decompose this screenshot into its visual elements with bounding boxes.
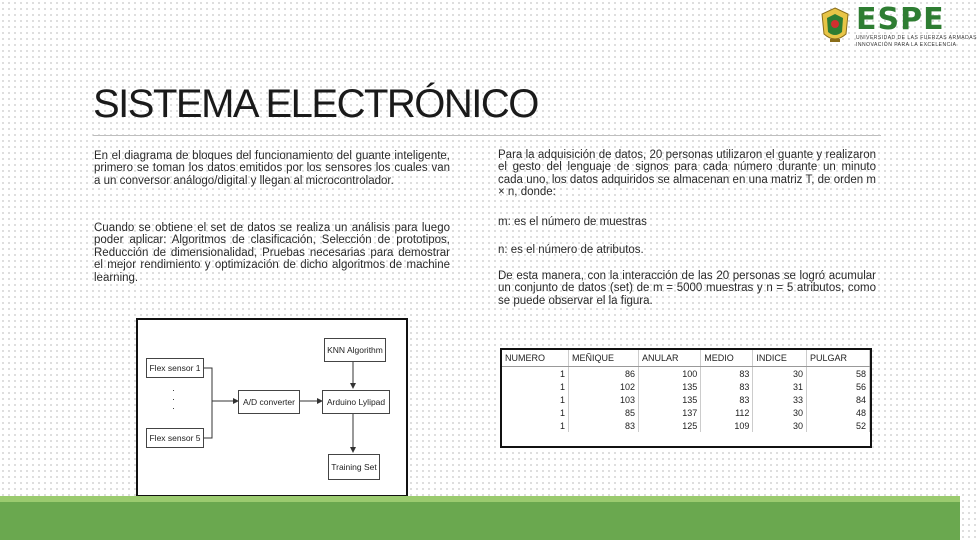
header-indice: INDICE	[753, 350, 807, 367]
table-row	[502, 380, 870, 393]
header-numero: NUMERO	[502, 350, 568, 367]
table-cell: 112	[701, 406, 753, 419]
training-set-block: Training Set	[328, 454, 380, 480]
table-cell: 137	[639, 406, 701, 419]
table-cell: 100	[639, 367, 701, 381]
table-cell: 135	[639, 393, 701, 406]
connector-flex1-adc	[202, 368, 238, 401]
logo-tagline-1: UNIVERSIDAD DE LAS FUERZAS ARMADAS	[856, 35, 977, 41]
table-cell: 85	[568, 406, 638, 419]
table-cell: 86	[568, 367, 638, 381]
table-cell: 30	[753, 406, 807, 419]
header-medio: MEDIO	[701, 350, 753, 367]
table-row	[502, 393, 870, 406]
table-header-row	[502, 350, 870, 367]
university-seal-icon	[818, 6, 852, 46]
table-row	[502, 406, 870, 419]
table-cell: 102	[568, 380, 638, 393]
flex-sensor-5-block: Flex sensor 5	[146, 428, 204, 448]
title-divider	[93, 135, 881, 136]
table-cell: 58	[807, 367, 870, 381]
block-diagram	[136, 318, 408, 497]
table-cell: 1	[502, 419, 568, 432]
footer-bar	[0, 496, 960, 540]
knn-algorithm-block: KNN Algorithm	[324, 338, 386, 362]
table-cell: 30	[753, 367, 807, 381]
espe-logo	[818, 2, 977, 48]
table-cell: 84	[807, 393, 870, 406]
header-menique: MEÑIQUE	[568, 350, 638, 367]
table-row	[502, 367, 870, 381]
header-anular: ANULAR	[639, 350, 701, 367]
left-paragraph-1: En el diagrama de bloques del funcionamiento del guante inteligente, primero se toman los datos emitidos por los sensores los cuales van a un conversor análogo/digital y llegan al microcontrolador.	[94, 150, 450, 187]
right-paragraph-3: n: es el número de atributos.	[498, 244, 644, 256]
table-cell: 1	[502, 393, 568, 406]
table-cell: 83	[701, 380, 753, 393]
table-cell: 33	[753, 393, 807, 406]
table-cell: 1	[502, 406, 568, 419]
table-cell: 31	[753, 380, 807, 393]
logo-tagline-2: INNOVACIÓN PARA LA EXCELENCIA	[856, 42, 957, 48]
table-cell: 135	[639, 380, 701, 393]
slide-title: SISTEMA ELECTRÓNICO	[93, 82, 538, 126]
table-cell: 1	[502, 380, 568, 393]
ad-converter-block: A/D converter	[238, 390, 300, 414]
table-cell: 83	[701, 367, 753, 381]
right-paragraph-4: De esta manera, con la interacción de las 20 personas se logró acumular un conjunto de datos (set) de m = 5000 muestras y n = 5 atributos, como se puede observar el la figura.	[498, 270, 876, 307]
arduino-lilypad-block: Arduino Lylipad	[322, 390, 390, 414]
sensor-ellipsis: · · ·	[172, 385, 175, 413]
logo-wordmark: ESPE	[856, 2, 945, 37]
table-cell: 125	[639, 419, 701, 432]
right-paragraph-2: m: es el número de muestras	[498, 216, 647, 228]
left-paragraph-2: Cuando se obtiene el set de datos se realiza un análisis para luego poder aplicar: Algoritmos de clasificación, Selección de prototipos, Reducción de dimensionalidad, Pruebas necesarias para demostrar el mejor rendimiento y optimización de dicho algoritmos de machine learning.	[94, 222, 450, 284]
table-cell: 1	[502, 367, 568, 381]
table-cell: 83	[701, 393, 753, 406]
flex-sensor-1-block: Flex sensor 1	[146, 358, 204, 378]
table-row	[502, 419, 870, 432]
table-cell: 109	[701, 419, 753, 432]
table-cell: 103	[568, 393, 638, 406]
table-cell: 48	[807, 406, 870, 419]
right-paragraph-1: Para la adquisición de datos, 20 personas utilizaron el guante y realizaron el gesto del lenguaje de signos para cada número durante un minuto cada uno, los datos adquiridos se almacenan en una matriz T, de orden m × n, donde:	[498, 149, 876, 199]
data-table	[500, 348, 872, 448]
table-cell: 56	[807, 380, 870, 393]
table-cell: 30	[753, 419, 807, 432]
footer-bar-highlight	[0, 496, 960, 502]
header-pulgar: PULGAR	[807, 350, 870, 367]
table-cell: 83	[568, 419, 638, 432]
table-cell: 52	[807, 419, 870, 432]
